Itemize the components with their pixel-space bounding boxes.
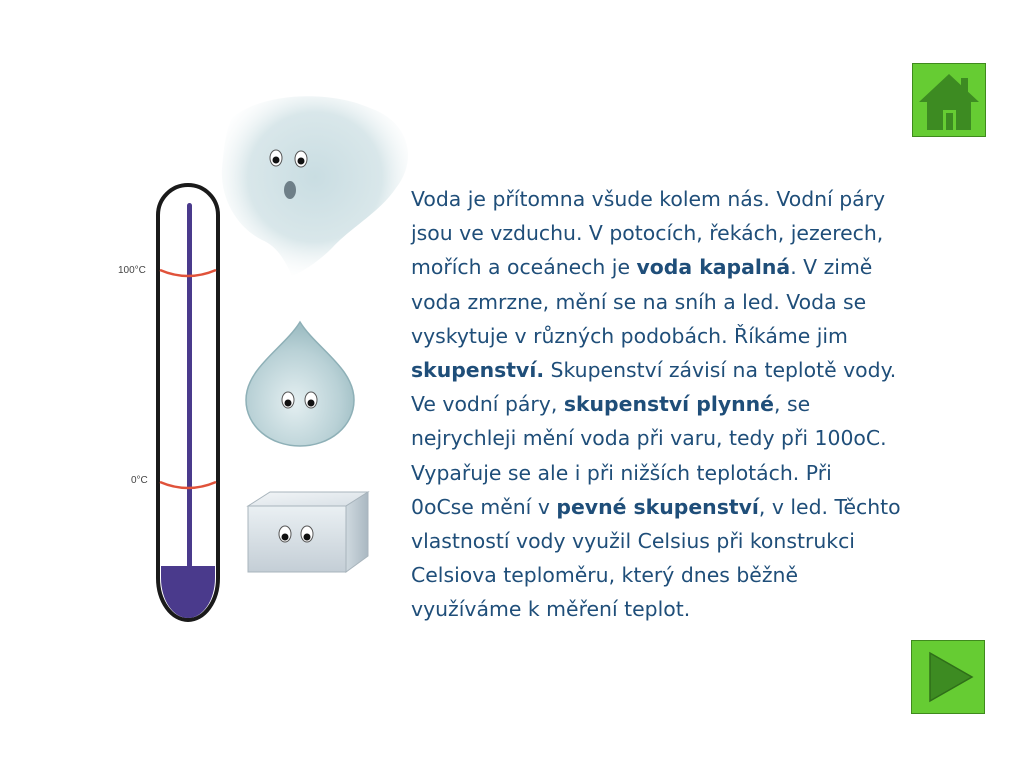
pupil-icon	[285, 400, 292, 407]
next-slide-button[interactable]	[911, 640, 985, 714]
mark-100-label: 100°C	[118, 265, 146, 276]
water-drop-character	[246, 322, 354, 446]
home-button[interactable]	[912, 63, 986, 137]
pupil-icon	[282, 534, 289, 541]
vapor-cloud	[222, 96, 408, 276]
mercury-column	[187, 203, 192, 568]
mark-0-label: 0°C	[131, 475, 148, 486]
pupil-icon	[304, 534, 311, 541]
text-segment: , se nejrychleji mění voda při varu, tedy při 100oC. Vypařuje se ale i při nižších teplotách. Při 0oCse mění v	[411, 392, 887, 519]
description-paragraph	[411, 182, 901, 627]
water-states-illustration	[110, 80, 410, 640]
ice-cube-character	[248, 492, 368, 572]
pupil-icon	[298, 158, 305, 165]
ice-cube-front	[248, 506, 346, 572]
text-segment: Skupenství závisí na teplotě vody. Ve vodní páry,	[411, 358, 897, 417]
bold-term-gas: skupenství plynné	[563, 392, 774, 417]
water-drop	[246, 322, 354, 446]
mouth-icon	[284, 181, 296, 199]
pupil-icon	[273, 157, 280, 164]
bold-term-liquid: voda kapalná	[636, 255, 791, 280]
thermometer	[118, 185, 218, 620]
pupil-icon	[308, 400, 315, 407]
text-segment: , v led. Těchto vlastností vody využil Celsius při konstrukci Celsiova teploměru, který dnes běžně využíváme k měření teplot.	[411, 494, 901, 622]
text-segment: . V zimě voda zmrzne, mění se na sníh a led. Voda se vyskytuje v různých podobách. Říkáme jim	[411, 255, 873, 348]
bold-term-solid: pevné skupenství	[556, 494, 759, 519]
bold-term-states: skupenství.	[411, 358, 545, 383]
play-arrow-icon	[912, 641, 984, 713]
vapor-character	[222, 96, 408, 276]
house-icon	[913, 64, 985, 136]
text-segment: Voda je přítomna všude kolem nás. Vodní páry jsou ve vzduchu. V potocích, řekách, jezerech, mořích a oceánech je	[411, 187, 886, 280]
ice-cube-side	[346, 492, 368, 572]
